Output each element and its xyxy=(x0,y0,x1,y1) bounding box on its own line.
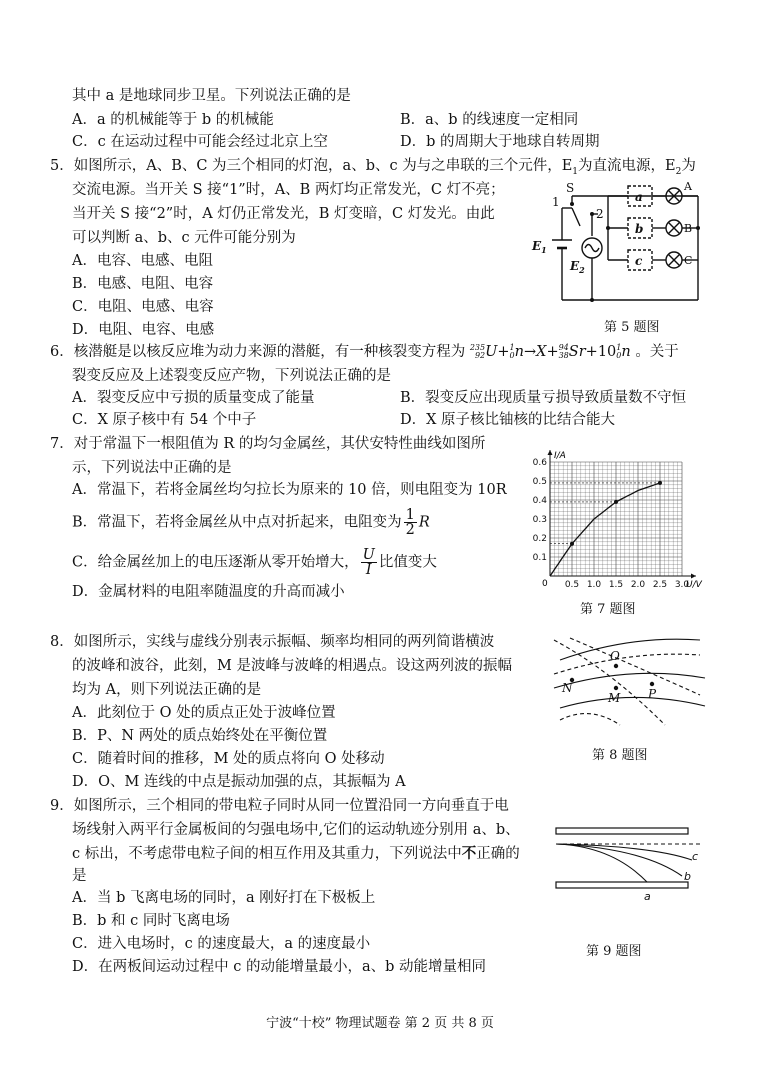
q9-line1: 9．如图所示，三个相同的带电粒子同时从同一位置沿同一方向垂直于电 xyxy=(50,798,509,814)
q5-option-a: A．电容、电感、电阻 xyxy=(72,253,213,269)
q8-label-p: P xyxy=(648,687,657,701)
q8-label-o: O xyxy=(610,649,620,663)
q8-option-c: C．随着时间的推移，M 处的质点将向 O 处移动 xyxy=(72,751,385,767)
q5-caption: 第 5 题图 xyxy=(604,320,660,335)
q9-line4: 是 xyxy=(72,868,87,884)
q9-field-figure xyxy=(552,826,712,906)
q7-option-a: A．常温下，若将金属丝均匀拉长为原来的 10 倍，则电阻变为 10R xyxy=(72,482,507,498)
q9-option-b: B．b 和 c 同时飞离电场 xyxy=(72,913,230,929)
q7-x-axis-label: U/V xyxy=(686,580,702,590)
y-tick-label: 0.2 xyxy=(532,534,547,544)
q7-y-axis-label: I/A xyxy=(554,451,566,461)
page-footer: 宁波“十校” 物理试题卷 第 2 页 共 8 页 xyxy=(266,1016,494,1031)
q5-line1: 5．如图所示，A、B、C 为三个相同的灯泡，a、b、c 为与之串联的三个元件，$E_1$为直流电源，$E_2$为 xyxy=(50,158,696,177)
q9-trajectory-a xyxy=(556,844,647,882)
y-tick-label: 0.4 xyxy=(532,496,547,506)
q9-label-c: c xyxy=(692,850,699,863)
q7-chart-axes xyxy=(548,450,697,579)
q6-line2: 裂变反应及上述裂变反应产物，下列说法正确的是 xyxy=(72,368,391,384)
q8-option-b: B．P、N 两处的质点始终处在平衡位置 xyxy=(72,728,328,744)
q9-caption: 第 9 题图 xyxy=(586,944,642,959)
x-tick-label: 2.0 xyxy=(630,580,646,590)
data-point xyxy=(570,542,574,546)
q4-stem: 其中 a 是地球同步卫星。下列说法正确的是 xyxy=(72,88,351,104)
q7-option-b: B．常温下，若将金属丝从中点对折起来，电阻变为 $\frac{1}{2}$ R xyxy=(72,507,430,538)
x-tick-label: 0.5 xyxy=(564,580,580,590)
q8-line2: 的波峰和波谷，此刻，M 是波峰与波峰的相遇点。设这两列波的振幅 xyxy=(72,658,512,674)
q5-option-b: B．电感、电阻、电容 xyxy=(72,276,214,292)
q8-line1: 8．如图所示，实线与虚线分别表示振幅、频率均相同的两列简谐横波 xyxy=(50,634,495,650)
q6-option-a: A．裂变反应中亏损的质量变成了能量 xyxy=(72,390,315,406)
x-axis-arrow xyxy=(691,574,696,579)
q5-lamp-a: A xyxy=(684,180,692,193)
y-tick-label: 0.3 xyxy=(532,515,547,525)
q9-lower-plate xyxy=(556,882,688,888)
q5-terminal-2: 2 xyxy=(596,207,604,221)
q6-equation: 235 92 U+ 1 0 n→X+ 94 38 Sr+10 1 0 n xyxy=(469,343,631,360)
q8-label-m: M xyxy=(608,691,621,705)
y-tick-label: 0.1 xyxy=(532,553,547,563)
q5-line2: 交流电源。当开关 S 接“1”时，A、B 两灯均正常发光，C 灯不亮； xyxy=(72,182,505,198)
q4-option-c: C．c 在运动过程中可能会经过北京上空 xyxy=(72,134,328,150)
q8-option-d: D．O、M 连线的中点是振动加强的点，其振幅为 A xyxy=(72,774,406,790)
q8-caption: 第 8 题图 xyxy=(592,748,648,763)
q4-option-a: A．a 的机械能等于 b 的机械能 xyxy=(72,112,274,128)
data-point xyxy=(614,500,618,504)
q6-option-b: B．裂变反应出现质量亏损导致质量数不守恒 xyxy=(400,390,687,406)
q7-chart-grid xyxy=(550,462,682,576)
q9-line2: 场线射入两平行金属板间的匀强电场中,它们的运动轨迹分别用 a、b、 xyxy=(72,822,520,838)
y-axis-arrow xyxy=(548,450,553,455)
q6-option-d: D．X 原子核比铀核的比结合能大 xyxy=(400,412,616,428)
q5-element-b: b xyxy=(635,222,644,236)
y-tick-label: 0.5 xyxy=(532,477,547,487)
x-tick-label: 1.0 xyxy=(586,580,602,590)
y-tick-label: 0.6 xyxy=(532,458,547,468)
q7-caption: 第 7 题图 xyxy=(580,602,636,617)
q7-iv-chart xyxy=(530,440,720,590)
q5-e1-label: $E_1$ xyxy=(532,239,547,255)
q5-terminal-1: 1 xyxy=(552,195,560,209)
q6-option-c: C．X 原子核中有 54 个中子 xyxy=(72,412,257,428)
q5-element-a: a xyxy=(635,190,643,204)
q9-label-b: b xyxy=(684,870,691,883)
q4-option-b: B．a、b 的线速度一定相同 xyxy=(400,112,579,128)
q7-origin-label: 0 xyxy=(542,579,548,589)
x-tick-label: 3.0 xyxy=(674,580,690,590)
q5-option-c: C．电阻、电感、电容 xyxy=(72,299,214,315)
q9-label-a: a xyxy=(644,890,651,903)
q9-option-a: A．当 b 飞离电场的同时，a 刚好打在下极板上 xyxy=(72,890,376,906)
q5-line3: 当开关 S 接“2”时，A 灯仍正常发光，B 灯变暗，C 灯发光。由此 xyxy=(72,206,495,222)
q8-option-a: A．此刻位于 O 处的质点正处于波峰位置 xyxy=(72,705,336,721)
q5-switch-label: S xyxy=(566,181,575,195)
q5-lamp-b: B xyxy=(684,222,693,235)
q7-line2: 示，下列说法中正确的是 xyxy=(72,460,232,476)
q8-wave-figure xyxy=(550,630,710,735)
q5-e2-label: $E_2$ xyxy=(570,259,585,275)
q5-option-d: D．电阻、电容、电感 xyxy=(72,322,215,338)
q6-line1: 6．核潜艇是以核反应堆为动力来源的潜艇，有一种核裂变方程为 235 92 U+ 1 0 n→X+ 94 38 Sr+10 1 0 n 。关于 xyxy=(50,343,679,360)
q7-option-c: C．给金属丝加上的电压逐渐从零开始增大， $\frac{U}{I}$ 比值变大 xyxy=(72,547,437,578)
q7-iv-curve xyxy=(550,483,660,576)
q8-label-n: N xyxy=(562,681,573,695)
q9-upper-plate xyxy=(556,828,688,834)
q5-line4: 可以判断 a、b、c 元件可能分别为 xyxy=(72,230,296,246)
q8-line3: 均为 A，则下列说法正确的是 xyxy=(72,682,262,698)
q5-element-c: c xyxy=(635,254,643,268)
q5-circuit-figure xyxy=(530,178,720,306)
q9-option-c: C．进入电场时，c 的速度最大，a 的速度最小 xyxy=(72,936,371,952)
q5-lamp-c: C xyxy=(684,254,693,267)
q7-option-d: D．金属材料的电阻率随温度的升高而减小 xyxy=(72,584,345,600)
q9-option-d: D．在两板间运动过程中 c 的动能增量最小，a、b 动能增量相同 xyxy=(72,959,486,975)
q4-option-d: D．b 的周期大于地球自转周期 xyxy=(400,134,600,150)
x-tick-label: 2.5 xyxy=(652,580,668,590)
data-point xyxy=(658,481,662,485)
x-tick-label: 1.5 xyxy=(608,580,624,590)
q9-line3: c 标出，不考虑带电粒子间的相互作用及其重力，下列说法中不正确的 xyxy=(72,845,520,862)
q7-line1: 7．对于常温下一根阻值为 R 的均匀金属丝，其伏安特性曲线如图所 xyxy=(50,436,486,452)
